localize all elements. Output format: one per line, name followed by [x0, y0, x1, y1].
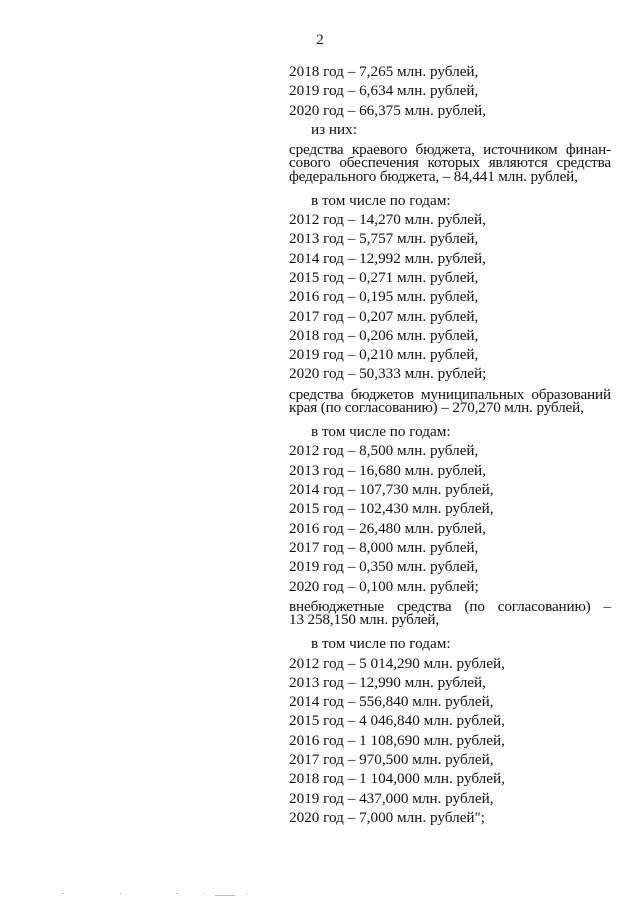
year-amount-line: 2014 год – 12,992 млн. рублей, — [289, 249, 486, 267]
year-amount-line: 2013 год – 16,680 млн. рублей, — [289, 461, 486, 479]
paragraph-row: внебюджетные средства (по согласованию) – — [289, 597, 611, 615]
subheading-line: в том числе по годам: — [311, 191, 451, 209]
year-amount-line: 2015 год – 4 046,840 млн. рублей, — [289, 712, 505, 730]
year-amount-line: 2014 год – 107,730 млн. рублей, — [289, 481, 494, 499]
year-amount-line: 2017 год – 970,500 млн. рублей, — [289, 751, 494, 769]
paragraph-funding-source — [289, 385, 611, 416]
year-amount-line: 2020 год – 7,000 млн. рублей"; — [289, 808, 485, 826]
year-amount-line: 2012 год – 8,500 млн. рублей, — [289, 442, 479, 460]
year-amount-line: 2018 год – 0,206 млн. рублей, — [289, 326, 479, 344]
page-number: 2 — [316, 32, 324, 48]
year-amount-line: 2016 год – 26,480 млн. рублей, — [289, 519, 486, 537]
paragraph-funding-source — [289, 143, 611, 183]
year-amount-line: 2015 год – 102,430 млн. рублей, — [289, 500, 494, 518]
paragraph-funding-source — [289, 597, 611, 629]
paragraph-row: края (по согласованию) – 270,270 млн. рублей, — [289, 398, 584, 416]
year-amount-line: 2017 год – 0,207 млн. рублей, — [289, 307, 479, 325]
subheading-line: в том числе по годам: — [311, 423, 451, 441]
year-amount-line: 2014 год – 556,840 млн. рублей, — [289, 693, 494, 711]
funding-text-block — [289, 62, 611, 827]
year-amount-line: 2020 год – 50,333 млн. рублей; — [289, 365, 487, 383]
subheading-line: в том числе по годам: — [311, 635, 451, 653]
year-amount-line: 2018 год – 7,265 млн. рублей, — [289, 63, 479, 80]
year-amount-line: 2020 год – 66,375 млн. рублей, — [289, 101, 486, 119]
year-amount-line: 2015 год – 0,271 млн. рублей, — [289, 268, 479, 286]
year-amount-line: 2019 год – 437,000 млн. рублей, — [289, 789, 494, 807]
year-amount-line: 2016 год – 0,195 млн. рублей, — [289, 288, 479, 306]
paragraph-row: сового обеспечения которых являются средства — [289, 154, 611, 172]
paragraph-row: средства бюджетов муниципальных образований — [289, 385, 611, 403]
year-amount-line: 2012 год – 14,270 млн. рублей, — [289, 211, 486, 229]
year-amount-line: 2017 год – 8,000 млн. рублей, — [289, 538, 479, 556]
year-amount-line: 2019 год – 0,350 млн. рублей, — [289, 558, 479, 576]
year-amount-line: 2013 год – 12,990 млн. рублей, — [289, 673, 486, 691]
subheading-line: из них: — [311, 120, 357, 138]
paragraph-row: 13 258,150 млн. рублей, — [289, 611, 439, 629]
year-amount-line: 2013 год – 5,757 млн. рублей, — [289, 230, 479, 248]
paragraph-row: федерального бюджета, – 84,441 млн. рублей, — [289, 167, 578, 185]
paragraph-row: средства краевого бюджета, источником финан- — [289, 141, 611, 159]
year-amount-line: 2019 год – 0,210 млн. рублей, — [289, 346, 479, 364]
year-amount-line: 2018 год – 1 104,000 млн. рублей, — [289, 770, 505, 788]
year-amount-line: 2019 год – 6,634 млн. рублей, — [289, 82, 479, 100]
scan-artifacts — [0, 893, 640, 899]
year-amount-line: 2020 год – 0,100 млн. рублей; — [289, 577, 479, 595]
year-amount-line: 2016 год – 1 108,690 млн. рублей, — [289, 731, 505, 749]
year-amount-line: 2012 год – 5 014,290 млн. рублей, — [289, 654, 505, 672]
